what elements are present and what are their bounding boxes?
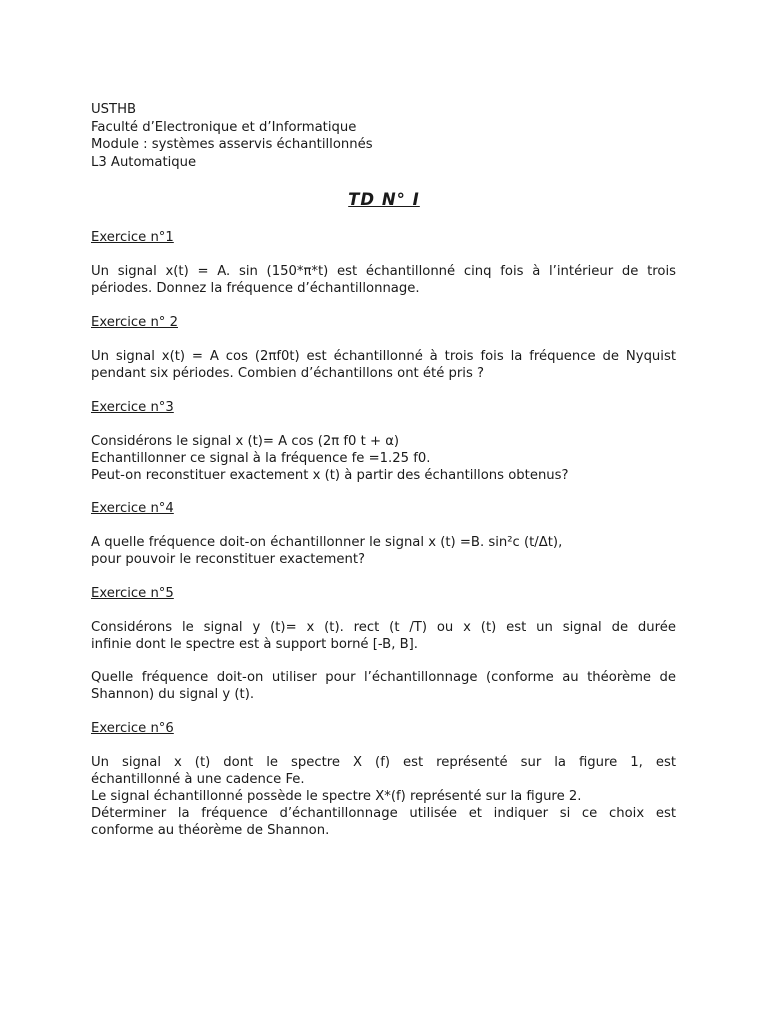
exercise-6-line-1: Un signal x (t) dont le spectre X (f) est représenté sur la figure 1, est <box>91 755 676 770</box>
exercise-5-line-3: Quelle fréquence doit-on utiliser pour l’échantillonnage (conforme au théorème de <box>91 670 676 685</box>
exercise-6-line-5: conforme au théorème de Shannon. <box>91 823 330 838</box>
exercise-4-text <box>91 534 676 568</box>
exercise-1-title: Exercice n°1 <box>91 230 174 245</box>
exercise-2-text <box>91 348 676 382</box>
exercise-5-line-2: infinie dont le spectre est à support borné [-B, B]. <box>91 637 418 652</box>
document-header <box>91 101 373 171</box>
exercise-2-line-1: Un signal x(t) = A cos (2πf0t) est échantillonné à trois fois la fréquence de Nyquist <box>91 349 676 364</box>
exercise-6-line-4: Déterminer la fréquence d’échantillonnage utilisée et indiquer si ce choix est <box>91 806 676 821</box>
exercise-6-text <box>91 754 676 839</box>
exercise-5-line-4: Shannon) du signal y (t). <box>91 687 255 702</box>
exercise-3-title: Exercice n°3 <box>91 400 174 415</box>
exercise-1-line-2: périodes. Donnez la fréquence d’échantillonnage. <box>91 281 420 296</box>
exercise-4-line-2: pour pouvoir le reconstituer exactement? <box>91 552 366 567</box>
exercise-4-line-1: A quelle fréquence doit-on échantillonner le signal x (t) =B. sin²c (t/Δt), <box>91 535 563 550</box>
exercise-3-line-1: Considérons le signal x (t)= A cos (2π f0 t + α) <box>91 434 400 449</box>
header-level: L3 Automatique <box>91 154 197 170</box>
exercise-5-question <box>91 669 676 703</box>
exercise-6-line-2: échantillonné à une cadence Fe. <box>91 772 305 787</box>
exercise-6-line-3: Le signal échantillonné possède le spectre X*(f) représenté sur la figure 2. <box>91 789 582 804</box>
header-university: USTHB <box>91 102 137 117</box>
exercise-1-line-1: Un signal x(t) = A. sin (150*π*t) est échantillonné cinq fois à l’intérieur de trois <box>91 264 676 279</box>
exercise-2-line-2: pendant six périodes. Combien d’échantillons ont été pris ? <box>91 366 485 381</box>
exercise-5-title: Exercice n°5 <box>91 586 174 601</box>
document-title: TD N° I <box>348 190 420 209</box>
exercise-5-text <box>91 619 676 653</box>
exercise-3-line-2: Echantillonner ce signal à la fréquence fe =1.25 f0. <box>91 451 431 466</box>
exercise-2-title: Exercice n° 2 <box>91 315 178 330</box>
header-module: Module : systèmes asservis échantillonnés <box>91 137 373 152</box>
exercise-3-text <box>91 433 676 484</box>
exercise-4-title: Exercice n°4 <box>91 501 174 516</box>
exercise-3-line-3: Peut-on reconstituer exactement x (t) à partir des échantillons obtenus? <box>91 468 569 483</box>
header-faculty: Faculté d’Electronique et d’Informatique <box>91 119 357 135</box>
exercise-5-line-1: Considérons le signal y (t)= x (t). rect (t /T) ou x (t) est un signal de durée <box>91 620 676 635</box>
exercise-6-title: Exercice n°6 <box>91 721 174 736</box>
exercise-1-text <box>91 263 676 297</box>
